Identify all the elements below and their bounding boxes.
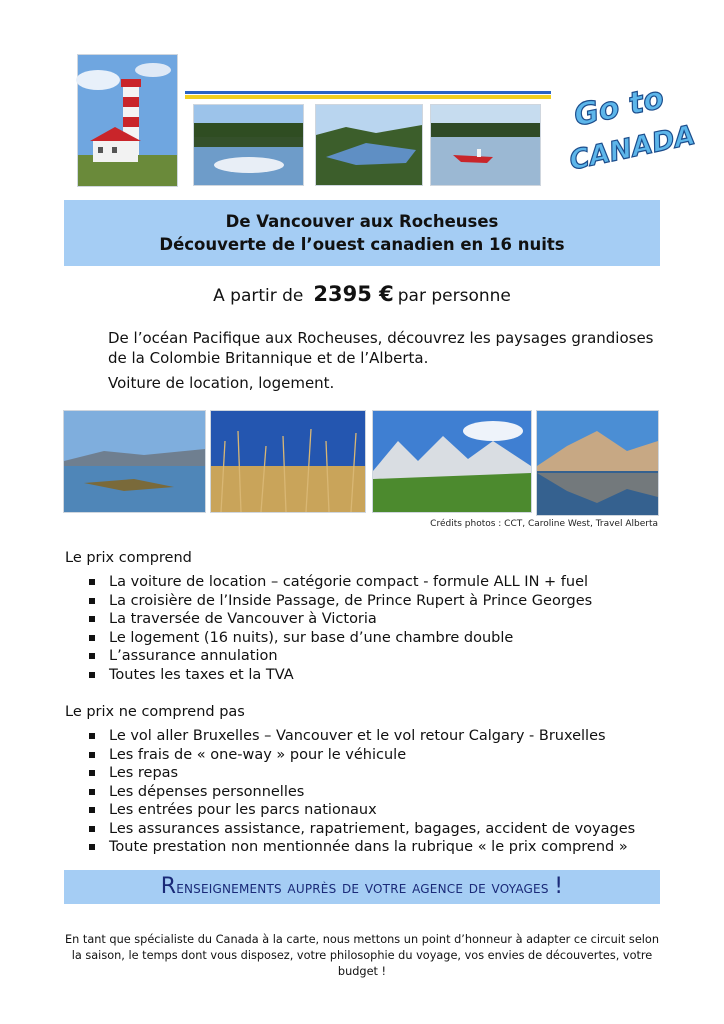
intro-paragraph-1: De l’océan Pacifique aux Rocheuses, découvrez les paysages grandioses de la Colombie Britannique et de l’Alberta. (108, 329, 654, 367)
included-list (87, 573, 592, 684)
footer-note: En tant que spécialiste du Canada à la carte, nous mettons un point d’honneur à adapter ce circuit selon la saison, le temps dont vous disposez, votre philosophie du voyage, vos envies de découvertes, votre budget ! (65, 933, 659, 978)
list-item: Le logement (16 nuits), sur base d’une chambre double (87, 629, 592, 648)
list-item: Les repas (87, 764, 635, 783)
wheat-field-photo (210, 410, 366, 513)
contact-exclaim: ! (554, 874, 564, 899)
coastline-icon (64, 411, 205, 512)
title-banner (64, 200, 660, 266)
lighthouse-icon (78, 55, 177, 186)
list-item: Le vol aller Bruxelles – Vancouver et le vol retour Calgary - Bruxelles (87, 727, 635, 746)
coastline-photo (63, 410, 206, 513)
list-item: Les entrées pour les parcs nationaux (87, 801, 635, 820)
contact-banner (64, 870, 660, 904)
river-valley-photo (315, 104, 423, 186)
list-item: La traversée de Vancouver à Victoria (87, 610, 592, 629)
mountain-lake-icon (537, 411, 658, 515)
mountain-meadow-photo (372, 410, 532, 513)
svg-text:Go to: Go to (571, 80, 667, 134)
wheat-field-icon (211, 411, 365, 512)
canoe-lake-icon (431, 105, 540, 185)
svg-text:CANADA: CANADA (566, 119, 698, 177)
contact-first-letter: R (160, 874, 177, 899)
list-item: La voiture de location – catégorie compact - formule ALL IN + fuel (87, 573, 592, 592)
title-line-2: Découverte de l’ouest canadien en 16 nuits (159, 235, 565, 254)
list-item: Toutes les taxes et la TVA (87, 666, 592, 685)
list-item: Les dépenses personnelles (87, 783, 635, 802)
excluded-list (87, 727, 635, 857)
canoe-lake-photo (430, 104, 541, 186)
river-valley-icon (316, 105, 422, 185)
excluded-label: Le prix ne comprend pas (65, 704, 245, 720)
list-item: Toute prestation non mentionnée dans la rubrique « le prix comprend » (87, 838, 635, 857)
intro-paragraph-2: Voiture de location, logement. (108, 374, 335, 392)
lake-reflection-icon (194, 105, 303, 185)
header-stripe-blue (185, 91, 551, 94)
mountain-meadow-icon (373, 411, 531, 512)
list-item: La croisière de l’Inside Passage, de Prince Rupert à Prince Georges (87, 592, 592, 611)
photo-credits: Crédits photos : CCT, Caroline West, Travel Alberta (430, 519, 658, 529)
list-item: Les assurances assistance, rapatriement, bagages, accident de voyages (87, 820, 635, 839)
price-amount: 2395 € (313, 282, 394, 306)
list-item: Les frais de « one-way » pour le véhicule (87, 746, 635, 765)
included-label: Le prix comprend (65, 550, 192, 566)
title-line-1: De Vancouver aux Rocheuses (225, 212, 499, 231)
lake-reflection-photo (193, 104, 304, 186)
list-item: L’assurance annulation (87, 647, 592, 666)
price-line (0, 282, 724, 306)
header-stripe-yellow (185, 95, 551, 99)
price-suffix: par personne (397, 286, 511, 306)
contact-text: enseignements auprès de votre agence de voyages (176, 878, 555, 898)
lighthouse-photo (77, 54, 178, 187)
go-to-canada-logo (565, 78, 698, 188)
price-prefix: A partir de (213, 286, 304, 306)
mountain-lake-photo (536, 410, 659, 516)
